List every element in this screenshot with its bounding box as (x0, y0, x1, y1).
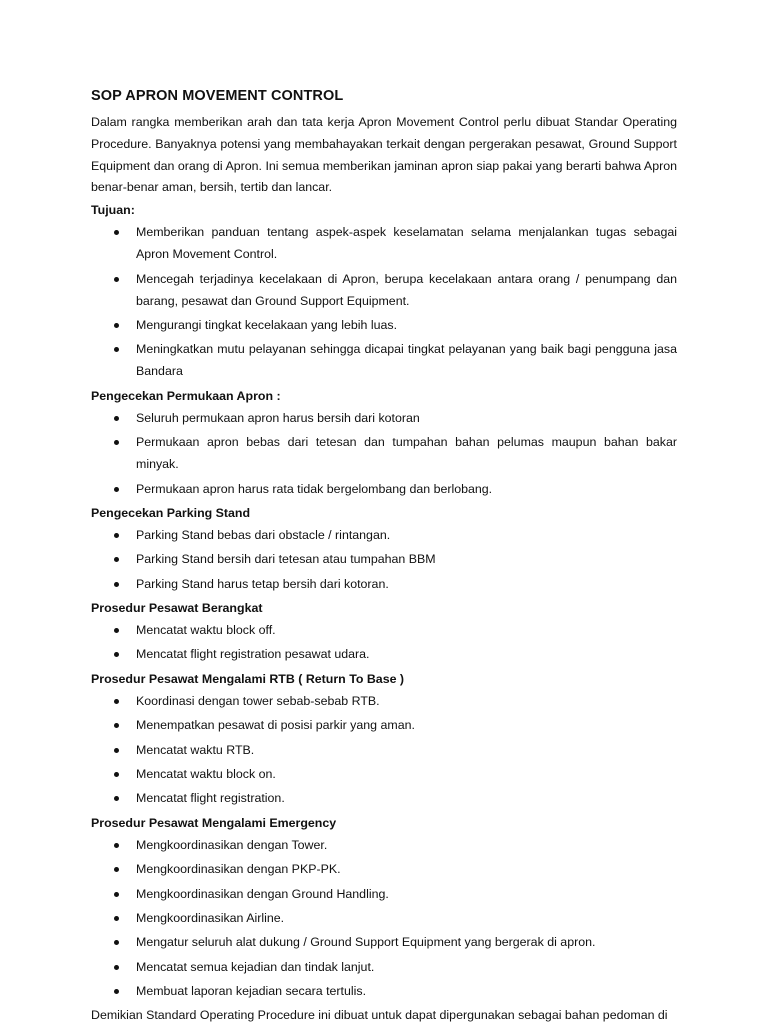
document-title: SOP APRON MOVEMENT CONTROL (91, 88, 344, 104)
bullet-icon (114, 416, 119, 421)
bullet-list (91, 834, 677, 1002)
list-item-text: Mengkoordinasikan dengan Ground Handling. (136, 886, 389, 901)
list-item (91, 573, 677, 595)
list-item (91, 478, 677, 500)
list-item (91, 431, 677, 475)
bullet-icon (114, 277, 119, 282)
document-page (91, 86, 677, 1026)
list-item-text: Membuat laporan kejadian secara tertulis. (136, 984, 367, 999)
section-heading: Pengecekan Parking Stand (91, 505, 251, 520)
list-item-text: Mencatat waktu block on. (136, 767, 276, 782)
list-item-text: Mengkoordinasikan dengan PKP-PK. (136, 862, 341, 877)
intro-paragraph: Dalam rangka memberikan arah dan tata kerja Apron Movement Control perlu dibuat Standar Operating Procedure. Banyaknya potensi yang membahayakan terkait dengan pergerakan pesawat, Ground Support Equipment dan orang di Apron. Ini semua memberikan jaminan apron siap pakai yang berarti bahwa Apron benar-benar aman, bersih, tertib dan lancar. (91, 115, 677, 195)
list-item-text: Parking Stand harus tetap bersih dari kotoran. (136, 576, 389, 591)
list-item-text: Seluruh permukaan apron harus bersih dari kotoran (136, 410, 420, 425)
bullet-icon (114, 965, 119, 970)
list-item (91, 980, 677, 1002)
list-item (91, 407, 677, 429)
list-item (91, 763, 677, 785)
bullet-icon (114, 582, 119, 587)
section-prosedur-pesawat-berangkat (91, 597, 677, 665)
bullet-icon (114, 940, 119, 945)
bullet-icon (114, 487, 119, 492)
list-item (91, 787, 677, 809)
list-item-text: Menempatkan pesawat di posisi parkir yang aman. (136, 718, 415, 733)
list-item-text: Mengurangi tingkat kecelakaan yang lebih luas. (136, 317, 398, 332)
list-item-text: Mencatat semua kejadian dan tindak lanjut. (136, 959, 375, 974)
list-item-text: Parking Stand bebas dari obstacle / rintangan. (136, 527, 391, 542)
list-item-text: Permukaan apron bebas dari tetesan dan tumpahan bahan pelumas maupun bahan bakar minyak. (136, 435, 677, 472)
list-item (91, 739, 677, 761)
closing-paragraph: Demikian Standard Operating Procedure ini dibuat untuk dapat dipergunakan sebagai bahan pedoman di (91, 1007, 668, 1022)
list-item-text: Koordinasi dengan tower sebab-sebab RTB. (136, 693, 380, 708)
list-item (91, 834, 677, 856)
list-item-text: Mengkoordinasikan Airline. (136, 911, 285, 925)
list-item (91, 907, 677, 929)
bullet-icon (114, 699, 119, 704)
list-item (91, 338, 677, 382)
bullet-list (91, 619, 677, 665)
list-item-text: Memberikan panduan tentang aspek-aspek keselamatan selama menjalankan tugas sebagai Apron Movement Control. (136, 225, 677, 262)
list-item-text: Mencatat waktu block off. (136, 623, 276, 638)
list-item (91, 714, 677, 736)
list-item-text: Mencegah terjadinya kecelakaan di Apron, berupa kecelakaan antara orang / penumpang dan barang, pesawat dan Ground Support Equipment. (136, 271, 677, 308)
bullet-icon (114, 323, 119, 328)
bullet-icon (114, 533, 119, 538)
section-heading: Prosedur Pesawat Mengalami Emergency (91, 815, 337, 830)
list-item-text: Permukaan apron harus rata tidak bergelombang dan berlobang. (136, 481, 493, 496)
section-prosedur-emergency (91, 812, 677, 1002)
section-pengecekan-parking-stand (91, 502, 677, 595)
section-heading: Prosedur Pesawat Berangkat (91, 601, 263, 616)
bullet-icon (114, 440, 119, 445)
bullet-icon (114, 867, 119, 872)
section-prosedur-rtb (91, 668, 677, 810)
list-item (91, 690, 677, 712)
bullet-icon (114, 652, 119, 657)
bullet-icon (114, 723, 119, 728)
list-item (91, 883, 677, 905)
bullet-icon (114, 347, 119, 352)
bullet-icon (114, 796, 119, 801)
list-item (91, 221, 677, 265)
section-heading: Tujuan: (91, 203, 135, 218)
bullet-icon (114, 989, 119, 994)
section-heading: Prosedur Pesawat Mengalami RTB ( Return To Base ) (91, 671, 405, 686)
list-item (91, 524, 677, 546)
bullet-list (91, 690, 677, 810)
list-item (91, 858, 677, 880)
list-item-text: Mencatat flight registration. (136, 791, 285, 806)
bullet-icon (114, 230, 119, 235)
list-item (91, 268, 677, 312)
list-item (91, 643, 677, 665)
list-item (91, 619, 677, 641)
bullet-icon (114, 892, 119, 897)
list-item-text: Meningkatkan mutu pelayanan sehingga dicapai tingkat pelayanan yang baik bagi pengguna jasa Bandara (136, 342, 677, 379)
bullet-list (91, 407, 677, 500)
bullet-icon (114, 772, 119, 777)
bullet-icon (114, 916, 119, 921)
list-item (91, 314, 677, 336)
bullet-icon (114, 843, 119, 848)
list-item-text: Mencatat flight registration pesawat udara. (136, 647, 370, 662)
list-item-text: Mengkoordinasikan dengan Tower. (136, 837, 328, 852)
bullet-list (91, 221, 677, 382)
bullet-list (91, 524, 677, 595)
list-item (91, 548, 677, 570)
list-item-text: Mencatat waktu RTB. (136, 742, 255, 757)
bullet-icon (114, 748, 119, 753)
list-item (91, 956, 677, 978)
section-tujuan (91, 199, 677, 382)
bullet-icon (114, 557, 119, 562)
list-item (91, 931, 677, 953)
section-heading: Pengecekan Permukaan Apron : (91, 388, 281, 403)
list-item-text: Parking Stand bersih dari tetesan atau tumpahan BBM (136, 552, 436, 567)
list-item-text: Mengatur seluruh alat dukung / Ground Support Equipment yang bergerak di apron. (136, 935, 596, 950)
section-pengecekan-permukaan-apron (91, 385, 677, 500)
bullet-icon (114, 628, 119, 633)
